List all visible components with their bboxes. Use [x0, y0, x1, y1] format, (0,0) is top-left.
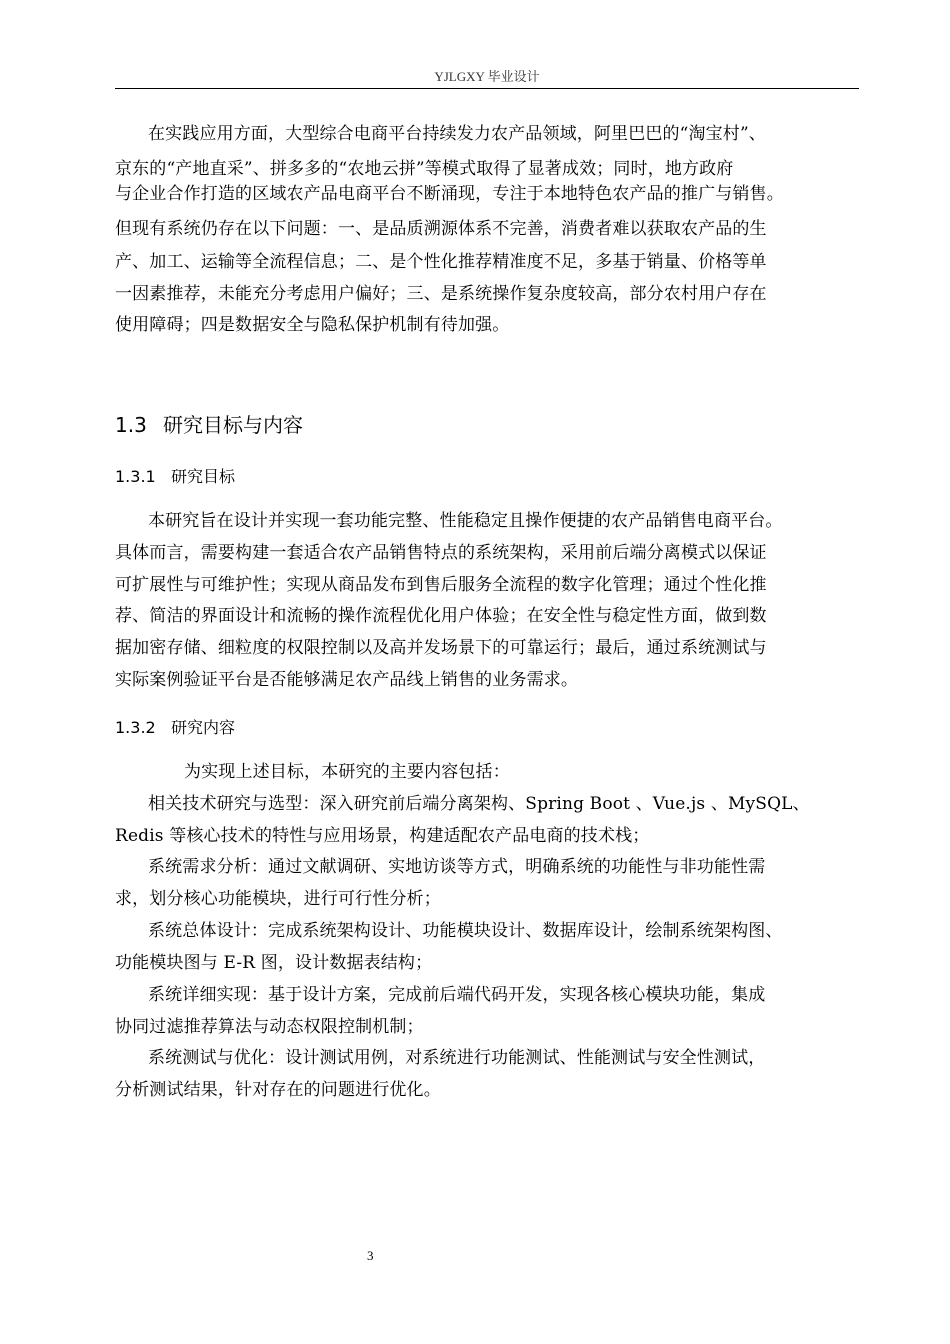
section-number: 1.3	[115, 413, 147, 437]
content-item-line: 系统总体设计：完成系统架构设计、功能模块设计、数据库设计，绘制系统架构图、	[148, 921, 783, 941]
content-item-line: 协同过滤推荐算法与动态权限控制机制；	[115, 1017, 424, 1037]
contents-intro: 为实现上述目标，本研究的主要内容包括：	[184, 762, 510, 782]
content-item-line: 系统需求分析：通过文献调研、实地访谈等方式，明确系统的功能性与非功能性需	[148, 857, 766, 877]
paragraph-line: 一因素推荐，未能充分考虑用户偏好；三、是系统操作复杂度较高，部分农村用户存在	[115, 284, 767, 304]
page-number: 3	[367, 1248, 374, 1263]
header-rule	[115, 88, 859, 89]
paragraph-line: 具体而言，需要构建一套适合农产品销售特点的系统架构，采用前后端分离模式以保证	[115, 543, 767, 563]
paragraph-line: 使用障碍；四是数据安全与隐私保护机制有待加强。	[115, 315, 510, 335]
content-item-line: 功能模块图与 E-R 图，设计数据表结构；	[115, 953, 433, 973]
section-number: 1.3.1	[115, 467, 156, 486]
paragraph-line: 本研究旨在设计并实现一套功能完整、性能稳定且操作便捷的农产品销售电商平台。	[148, 511, 783, 531]
content-item-line: 分析测试结果，针对存在的问题进行优化。	[115, 1080, 441, 1100]
paragraph-line: 实际案例验证平台是否能够满足农产品线上销售的业务需求。	[115, 670, 579, 690]
section-title: 研究目标	[171, 467, 236, 486]
content-item-line: Redis 等核心技术的特性与应用场景，构建适配农产品电商的技术栈；	[115, 826, 650, 846]
section-heading-1-3	[115, 413, 303, 437]
section-title: 研究目标与内容	[163, 413, 303, 437]
paragraph-line: 据加密存储、细粒度的权限控制以及高并发场景下的可靠运行；最后，通过系统测试与	[115, 638, 767, 658]
content-item-line: 系统测试与优化：设计测试用例，对系统进行功能测试、性能测试与安全性测试，	[148, 1048, 766, 1068]
section-heading-1-3-2	[115, 718, 235, 738]
paragraph-line: 京东的“产地直采”、拼多多的“农地云拼”等模式取得了显著成效；同时，地方政府	[115, 159, 734, 179]
paragraph-line: 可扩展性与可维护性；实现从商品发布到售后服务全流程的数字化管理；通过个性化推	[115, 575, 767, 595]
paragraph-line: 与企业合作打造的区域农产品电商平台不断涌现，专注于本地特色农产品的推广与销售。	[115, 184, 784, 204]
page-header: YJLGXY 毕业设计	[434, 69, 540, 84]
section-title: 研究内容	[171, 718, 236, 737]
paragraph-line: 产、加工、运输等全流程信息；二、是个性化推荐精准度不足，多基于销量、价格等单	[115, 252, 767, 272]
section-number: 1.3.2	[115, 718, 156, 737]
content-item-line: 求，划分核心功能模块，进行可行性分析；	[115, 889, 441, 909]
paragraph-line: 但现有系统仍存在以下问题：一、是品质溯源体系不完善，消费者难以获取农产品的生	[115, 219, 767, 239]
content-item-line: 相关技术研究与选型：深入研究前后端分离架构、Spring Boot 、Vue.js 、MySQL、	[148, 794, 810, 814]
paragraph-line: 在实践应用方面，大型综合电商平台持续发力农产品领域，阿里巴巴的“淘宝村”、	[148, 124, 766, 144]
paragraph-line: 荐、简洁的界面设计和流畅的操作流程优化用户体验；在安全性与稳定性方面，做到数	[115, 606, 767, 626]
section-heading-1-3-1	[115, 467, 235, 487]
content-item-line: 系统详细实现：基于设计方案，完成前后端代码开发，实现各核心模块功能，集成	[148, 985, 766, 1005]
